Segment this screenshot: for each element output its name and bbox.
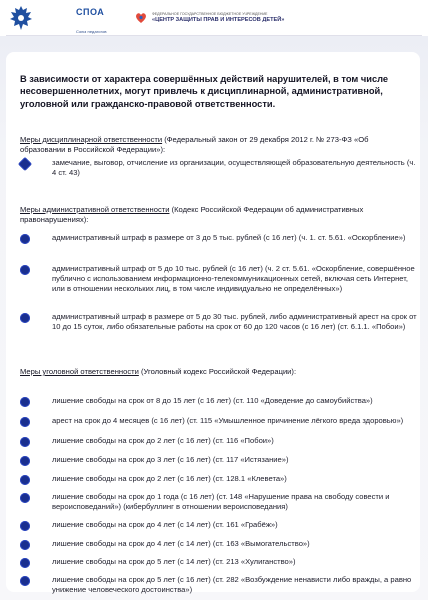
list-item-text: арест на срок до 4 месяцев (с 16 лет) (ст. 115 «Умышленное причинение лёгкого вреда здоровью») (52, 416, 404, 425)
bullet-icon (20, 576, 30, 586)
list-item (20, 474, 420, 485)
bullet-icon (20, 234, 30, 244)
spoo-logo-caption: Союз педагогов (76, 29, 107, 34)
administrative-title-rest: (Кодекс Российской Федерации об административных правонарушениях): (20, 205, 364, 225)
disciplinary-title-underlined: Меры дисциплинарной ответственности (20, 135, 163, 144)
list-item-text: лишение свободы на срок до 2 лет (с 16 лет) (ст. 116 «Побои») (52, 436, 274, 445)
list-item-text: лишение свободы на срок от 8 до 15 лет (с 16 лет) (ст. 110 «Доведение до самоубийства») (52, 396, 373, 405)
page-header (0, 0, 428, 36)
russian-eagle-emblem-icon (6, 3, 36, 33)
criminal-title-underlined: Меры уголовной ответственности (20, 367, 139, 376)
bullet-icon (20, 558, 30, 568)
spoo-logo (76, 7, 107, 34)
list-item (20, 416, 420, 427)
bullet-icon (20, 417, 30, 427)
list-item (20, 158, 420, 178)
list-item-text: лишение свободы на срок до 4 лет (с 14 лет) (ст. 163 «Вымогательство») (52, 539, 310, 548)
administrative-section-title (20, 205, 415, 226)
criminal-title-rest: (Уголовный кодекс Российской Федерации): (138, 367, 297, 376)
spoo-logo-mark: СПОА (76, 7, 105, 17)
list-item (20, 264, 420, 295)
list-item-text: лишение свободы на срок до 5 лет (с 16 лет) (ст. 282 «Возбуждение ненависти либо вражды, а равно унижение человеческого достоинства») (52, 575, 412, 595)
list-item-text: лишение свободы на срок до 3 лет (с 16 лет) (ст. 117 «Истязание») (52, 455, 289, 464)
center-org-name: «ЦЕНТР ЗАЩИТЫ ПРАВ И ИНТЕРЕСОВ ДЕТЕЙ» (152, 17, 285, 23)
bullet-icon (20, 540, 30, 550)
criminal-section-title (20, 367, 415, 377)
list-item (20, 539, 420, 550)
bullet-icon (20, 265, 30, 275)
list-item (20, 233, 420, 244)
list-item-text: лишение свободы на срок до 5 лет (с 14 лет) (ст. 213 «Хулиганство») (52, 557, 296, 566)
bullet-icon (20, 313, 30, 323)
list-item (20, 520, 420, 531)
list-item (20, 312, 420, 332)
center-org-type: ФЕДЕРАЛЬНОЕ ГОСУДАРСТВЕННОЕ БЮДЖЕТНОЕ УЧРЕЖДЕНИЕ (152, 12, 268, 16)
list-item (20, 396, 420, 407)
list-item (20, 492, 420, 512)
list-item-text: лишение свободы на срок до 4 лет (с 14 лет) (ст. 161 «Грабёж») (52, 520, 278, 529)
disciplinary-title-rest: (Федеральный закон от 29 декабря 2012 г. № 273-ФЗ «Об образовании в Российской Федерации»): (20, 135, 369, 155)
list-item (20, 436, 420, 447)
list-item-text: административный штраф в размере от 5 до 30 тыс. рублей, либо административный арест на срок от 10 до 15 суток, либо обязательные работы на срок от 60 до 120 часов (с 16 лет) (ст. 6.1.1. «Побои») (52, 312, 417, 332)
bullet-icon (20, 397, 30, 407)
bullet-icon (20, 437, 30, 447)
bullet-icon (20, 475, 30, 485)
child-rights-center-logo (134, 11, 284, 25)
child-rights-heart-icon (134, 11, 148, 25)
bullet-icon (20, 521, 30, 531)
list-item-text: административный штраф в размере от 3 до 5 тыс. рублей (с 16 лет) (ч. 1. ст. 5.61. «Оскорбление») (52, 233, 406, 242)
administrative-title-underlined: Меры административной ответственности (20, 205, 170, 214)
list-item (20, 575, 420, 595)
list-item (20, 455, 420, 466)
list-item (20, 557, 420, 568)
list-item-text: лишение свободы на срок до 2 лет (с 16 лет) (ст. 128.1 «Клевета») (52, 474, 287, 483)
intro-paragraph: В зависимости от характера совершённых действий нарушителей, в том числе несовершеннолетних, могут привлечь к дисциплинарной, административной, уголовной или гражданско-правовой ответственности. (20, 74, 389, 109)
list-item-text: административный штраф от 5 до 10 тыс. рублей (с 16 лет) (ч. 2 ст. 5.61. «Оскорбление, совершённое публично с использованием информационно-телекоммуникационных сетей, включая сеть Интернет, или в отношении нескольких лиц, в том числе индивидуально не определённых») (52, 264, 415, 294)
bullet-icon (18, 157, 32, 171)
list-item-text: замечание, выговор, отчисление из организации, осуществляющей образовательную деятельность (ч. 4 ст. 43) (52, 158, 416, 178)
bullet-icon (20, 456, 30, 466)
disciplinary-section-title (20, 135, 415, 156)
list-item-text: лишение свободы на срок до 1 года (с 16 лет) (ст. 148 «Нарушение права на свободу совести и вероисповеданий») (кибербуллинг в отношении вероисповедания) (52, 492, 390, 512)
bullet-icon (20, 493, 30, 503)
